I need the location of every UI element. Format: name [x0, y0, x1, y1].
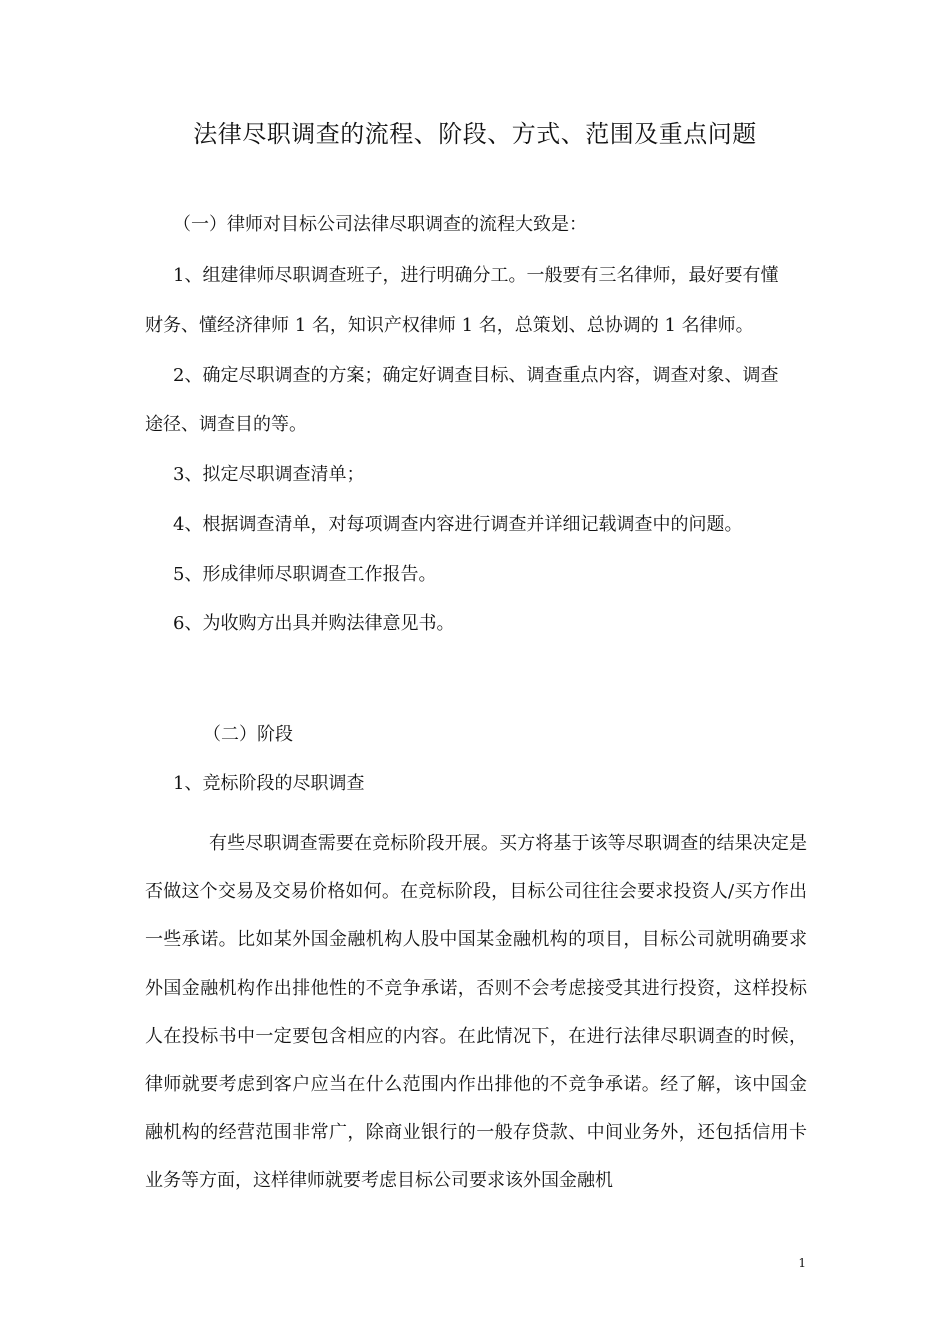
- section-2-heading: （二）阶段: [203, 724, 293, 745]
- list-item-5: 5、形成律师尽职调查工作报告。: [173, 564, 437, 585]
- list-item-1-line-2: 财务、懂经济律师 1 名，知识产权律师 1 名，总策划、总协调的 1 名律师。: [145, 315, 754, 336]
- document-title: 法律尽职调查的流程、阶段、方式、范围及重点问题: [193, 120, 757, 148]
- list-item-3: 3、拟定尽职调查清单；: [173, 464, 365, 485]
- list-item-4: 4、根据调查清单，对每项调查内容进行调查并详细记载调查中的问题。: [173, 514, 743, 535]
- list-item-6: 6、为收购方出具并购法律意见书。: [173, 613, 455, 634]
- section-2-subheading: 1、竞标阶段的尽职调查: [173, 773, 365, 794]
- list-item-1-line-1: 1、组建律师尽职调查班子，进行明确分工。一般要有三名律师，最好要有懂: [173, 265, 779, 286]
- section-1-heading: （一）律师对目标公司法律尽职调查的流程大致是：: [173, 214, 587, 235]
- list-item-2-line-1: 2、确定尽职调查的方案；确定好调查目标、调查重点内容，调查对象、调查: [173, 365, 779, 386]
- page-number: 1: [798, 1256, 806, 1270]
- list-item-2-line-2: 途径、调查目的等。: [145, 414, 307, 435]
- section-2-paragraph: 有些尽职调查需要在竞标阶段开展。买方将基于该等尽职调查的结果决定是否做这个交易及交易价格如何。在竞标阶段，目标公司往往会要求投资人/买方作出一些承诺。比如某外国金融机构人股中国某金融机构的项目，目标公司就明确要求外国金融机构作出排他性的不竞争承诺，否则不会考虑接受其进行投资，这样投标人在投标书中一定要包含相应的内容。在此情况下，在进行法律尽职调查的时候，律师就要考虑到客户应当在什么范围内作出排他的不竞争承诺。经了解，该中国金融机构的经营范围非常广，除商业银行的一般存贷款、中间业务外，还包括信用卡业务等方面，这样律师就要考虑目标公司要求该外国金融机: [145, 833, 807, 1192]
